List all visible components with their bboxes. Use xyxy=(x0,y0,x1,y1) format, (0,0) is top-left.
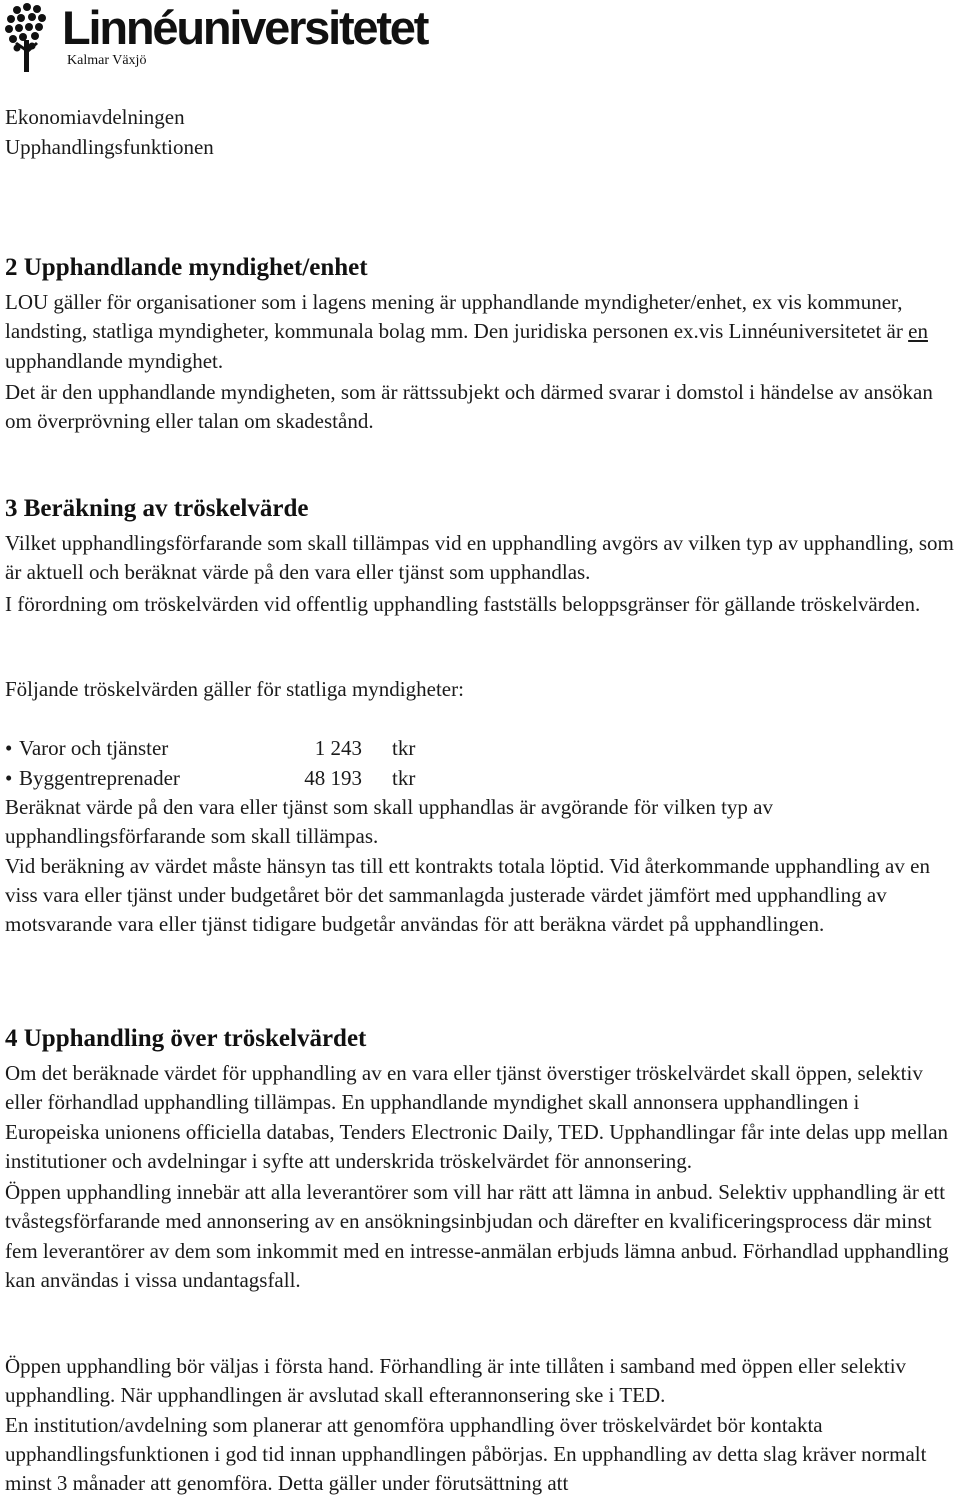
section-2-paragraph-2: Det är den upphandlande myndigheten, som är rättssubjekt och därmed svarar i domstol i händelse av ansökan om överprövning eller talan om skadestånd. xyxy=(5,379,933,434)
section-3 xyxy=(5,491,955,619)
underlined-word: en xyxy=(908,319,928,344)
threshold-unit: tkr xyxy=(392,765,416,790)
bullet-icon: • xyxy=(5,765,13,790)
tree-logo-icon xyxy=(5,2,61,72)
threshold-label: Byggentreprenader xyxy=(19,765,180,790)
section-3-heading: 3 Beräkning av tröskelvärde xyxy=(5,495,309,522)
section-2-paragraph-1: LOU gäller för organisationer som i lagens mening är upphandlande myndigheter/enhet, ex vis kommuner, landsting, statliga myndigheter, kommunala bolag mm. Den juridiska personen ex.vis Linnéuniversitetet är en upphandlande myndighet. xyxy=(5,290,928,373)
section-3-paragraph-5: Vid beräkning av värdet måste hänsyn tas till ett kontrakts totala löptid. Vid återkommande upphandling av en viss vara eller tjänst under budgetåret bör det sammanlagda justerade värdet jämfört med upphandling av motsvarande vara eller tjänst tidigare budgetår användas för att beräkna värdet på upphandlingen. xyxy=(5,853,930,937)
function-name: Upphandlingsfunktionen xyxy=(5,134,214,159)
threshold-unit: tkr xyxy=(392,736,416,760)
section-4-paragraph-4: En institution/avdelning som planerar att genomföra upphandling över tröskelvärdet bör kontakta upphandlingsfunktionen i god tid innan upphandlingen påbörjas. En upphandling av detta slag kräver normalt minst 3 månader att genomföra. Detta gäller under förutsättning att xyxy=(5,1412,927,1496)
university-logo xyxy=(5,0,428,80)
section-3-paragraph-4: Beräknat värde på den vara eller tjänst som skall upphandlas är avgörande för vilken typ av upphandlingsförfarande som skall tillämpas. xyxy=(5,795,773,849)
department-block xyxy=(5,103,214,162)
section-3-paragraph-3: Följande tröskelvärden gäller för statliga myndigheter: xyxy=(5,677,464,701)
section-3-paragraph-1: Vilket upphandlingsförfarande som skall tillämpas vid en upphandling avgörs av vilken typ av upphandling, som är aktuell och beräknat värde på den vara eller tjänst som upphandlas. xyxy=(5,531,954,585)
university-name: Linnéuniversitetet xyxy=(62,1,428,54)
section-4-heading: 4 Upphandling över tröskelvärdet xyxy=(5,1025,367,1052)
section-2 xyxy=(5,250,955,436)
section-4-paragraph-1: Om det beräknade värdet för upphandling av en vara eller tjänst överstiger tröskelvärdet skall öppen, selektiv eller förhandlad upphandling tillämpas. En upphandlande myndighet skall annonsera upphandlingen i Europeiska unionens officiella databas, Tenders Electronic Daily, TED. Upphandlingar får inte delas upp mellan institutioner och avdelningar i syfte att underskrida tröskelvärdet för annonsering. xyxy=(5,1061,949,1173)
threshold-list xyxy=(5,734,955,793)
section-3-intro xyxy=(5,675,955,704)
section-2-heading: 2 Upphandlande myndighet/enhet xyxy=(5,254,368,281)
section-4-paragraph-3: Öppen upphandling bör väljas i första hand. Förhandling är inte tillåten i samband med öppen eller selektiv upphandling. När upphandlingen är avslutad skall efterannonsering ske i TED. xyxy=(5,1354,907,1408)
bullet-icon: • xyxy=(5,736,13,760)
threshold-value: 48 193 xyxy=(304,765,362,790)
section-3-paragraph-2: I förordning om tröskelvärden vid offentlig upphandling fastställs beloppsgränser för gällande tröskelvärden. xyxy=(5,591,921,616)
university-campuses: Kalmar Växjö xyxy=(67,53,147,68)
threshold-label: Varor och tjänster xyxy=(19,736,169,760)
section-3-thresholds xyxy=(5,734,955,939)
threshold-item xyxy=(5,764,955,794)
department-name: Ekonomiavdelningen xyxy=(5,105,185,129)
threshold-value: 1 243 xyxy=(314,736,362,760)
section-4-paragraph-2: Öppen upphandling innebär att alla leverantörer som vill har rätt att lämna in anbud. Selektiv upphandling är ett tvåstegsförfarande med annonsering av en ansökningsinbjudan och därefter en kvalificeringsprocess där minst fem leverantörer av dem som inkommit med en intresse-anmälan erbjuds lämna anbud. Förhandlad upphandling kan användas i vissa undantagsfall. xyxy=(5,1180,949,1293)
section-4 xyxy=(5,1021,955,1295)
threshold-item xyxy=(5,734,955,764)
section-4-continued xyxy=(5,1352,955,1498)
